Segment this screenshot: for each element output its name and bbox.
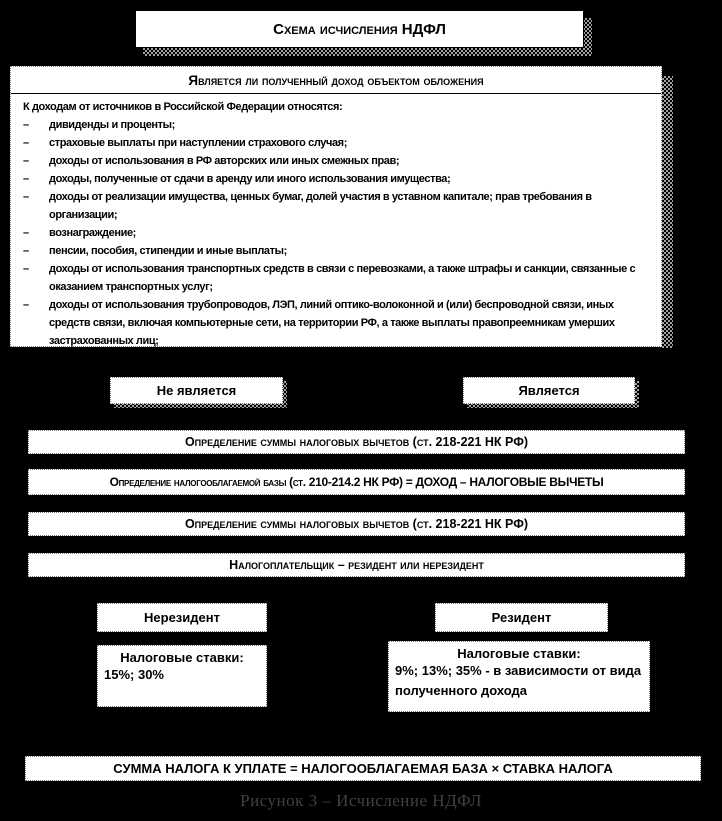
nonresident-label: Нерезидент (144, 610, 220, 625)
dash-marker: – (23, 353, 29, 365)
diagram-title-text: Схема исчисления НДФЛ (273, 20, 446, 38)
dash-marker: – (23, 119, 29, 131)
not-subject-node (110, 377, 283, 404)
income-object-header-text: Является ли полученный доход объектом обложения (188, 72, 484, 88)
deductions-bar-2 (28, 512, 685, 536)
income-sources-list (11, 94, 661, 368)
income-box-shadow (662, 76, 673, 348)
total-tax-bar-text: СУММА НАЛОГА К УПЛАТЕ = НАЛОГООБЛАГАЕМАЯ БАЗА × СТАВКА НАЛОГА (113, 761, 613, 776)
nonresident-node (97, 603, 267, 632)
list-item-text: доходы от использования в РФ авторских или иных смежных прав; (49, 155, 400, 167)
dash-marker: – (23, 137, 29, 149)
list-item (23, 188, 657, 224)
nonresident-rates-box (97, 645, 267, 707)
list-item-text: пенсии, пособия, стипендии и иные выплаты; (49, 245, 287, 257)
subject-node (463, 377, 635, 404)
list-item (23, 152, 657, 170)
deductions-bar (28, 430, 685, 454)
list-item (23, 134, 657, 152)
dash-marker: – (23, 245, 29, 257)
dash-marker: – (23, 191, 29, 203)
dash-marker: – (23, 155, 29, 167)
resident-node (435, 603, 608, 632)
deductions-bar-text: Определение суммы налоговых вычетов (ст. 218-221 НК РФ) (184, 435, 529, 449)
diagram-title (135, 10, 584, 48)
deductions-bar-2-text: Определение суммы налоговых вычетов (ст. 218-221 НК РФ) (184, 517, 529, 531)
dash-marker: – (23, 227, 29, 239)
figure-caption: Рисунок 3 – Исчисление НДФЛ (240, 791, 482, 810)
resident-rates-value: 9%; 13%; 35% - в зависимости от вида полученного дохода (395, 663, 642, 699)
list-item (23, 224, 657, 242)
list-item-text: доходы от реализации имущества, ценных бумаг, долей участия в уставном капитале; прав требования в организации; (49, 191, 592, 221)
list-item-text: иные доходы, получаемые от деятельности в РФ. (49, 353, 307, 365)
nonresident-rates-value: 15%; 30% (104, 667, 164, 682)
list-item (23, 242, 657, 260)
list-item (23, 170, 657, 188)
list-item-text: доходы от использования транспортных средств в связи с перевозками, а также штрафы и санкции, связанные с оказанием транспортных услуг; (49, 263, 636, 293)
income-list-intro: К доходам от источников в Российской Федерации относятся: (23, 101, 343, 113)
list-item-text: дивиденды и проценты; (49, 119, 175, 131)
subject-label: Является (518, 383, 580, 398)
not-subject-label: Не является (156, 383, 237, 398)
list-item-text: доходы, полученные от сдачи в аренду или иного использования имущества; (49, 173, 451, 185)
resident-label: Резидент (491, 610, 552, 625)
tax-base-bar-text: Определение налогооблагаемой базы (ст. 210-214.2 НК РФ) = ДОХОД – НАЛОГОВЫЕ ВЫЧЕТЫ (109, 475, 604, 489)
list-item-text: страховые выплаты при наступлении страхового случая; (49, 137, 347, 149)
tax-base-bar (28, 469, 685, 495)
dash-marker: – (23, 173, 29, 185)
list-item-text: доходы от использования трубопроводов, ЛЭП, линий оптико-волоконной и (или) беспроводной связи, иных средств связи, включая компьютерные сети, на территории РФ, а также выплаты правопреемникам умерших застрахованных лиц; (49, 299, 615, 347)
nonresident-rates-title: Налоговые ставки: (120, 650, 244, 665)
dash-marker: – (23, 299, 29, 311)
list-item-text: вознаграждение; (49, 227, 136, 239)
total-tax-bar (25, 756, 701, 781)
list-item (23, 350, 657, 368)
resident-rates-title: Налоговые ставки: (457, 646, 581, 661)
income-object-header (11, 67, 661, 94)
dash-marker: – (23, 263, 29, 275)
taxpayer-residency-bar-text: Налогоплательщик – резидент или нерезидент (229, 558, 484, 572)
income-object-box (10, 66, 662, 365)
list-item (23, 260, 657, 296)
taxpayer-residency-bar (28, 553, 685, 577)
list-item (23, 116, 657, 134)
resident-rates-box (388, 641, 650, 712)
list-item (23, 296, 657, 350)
